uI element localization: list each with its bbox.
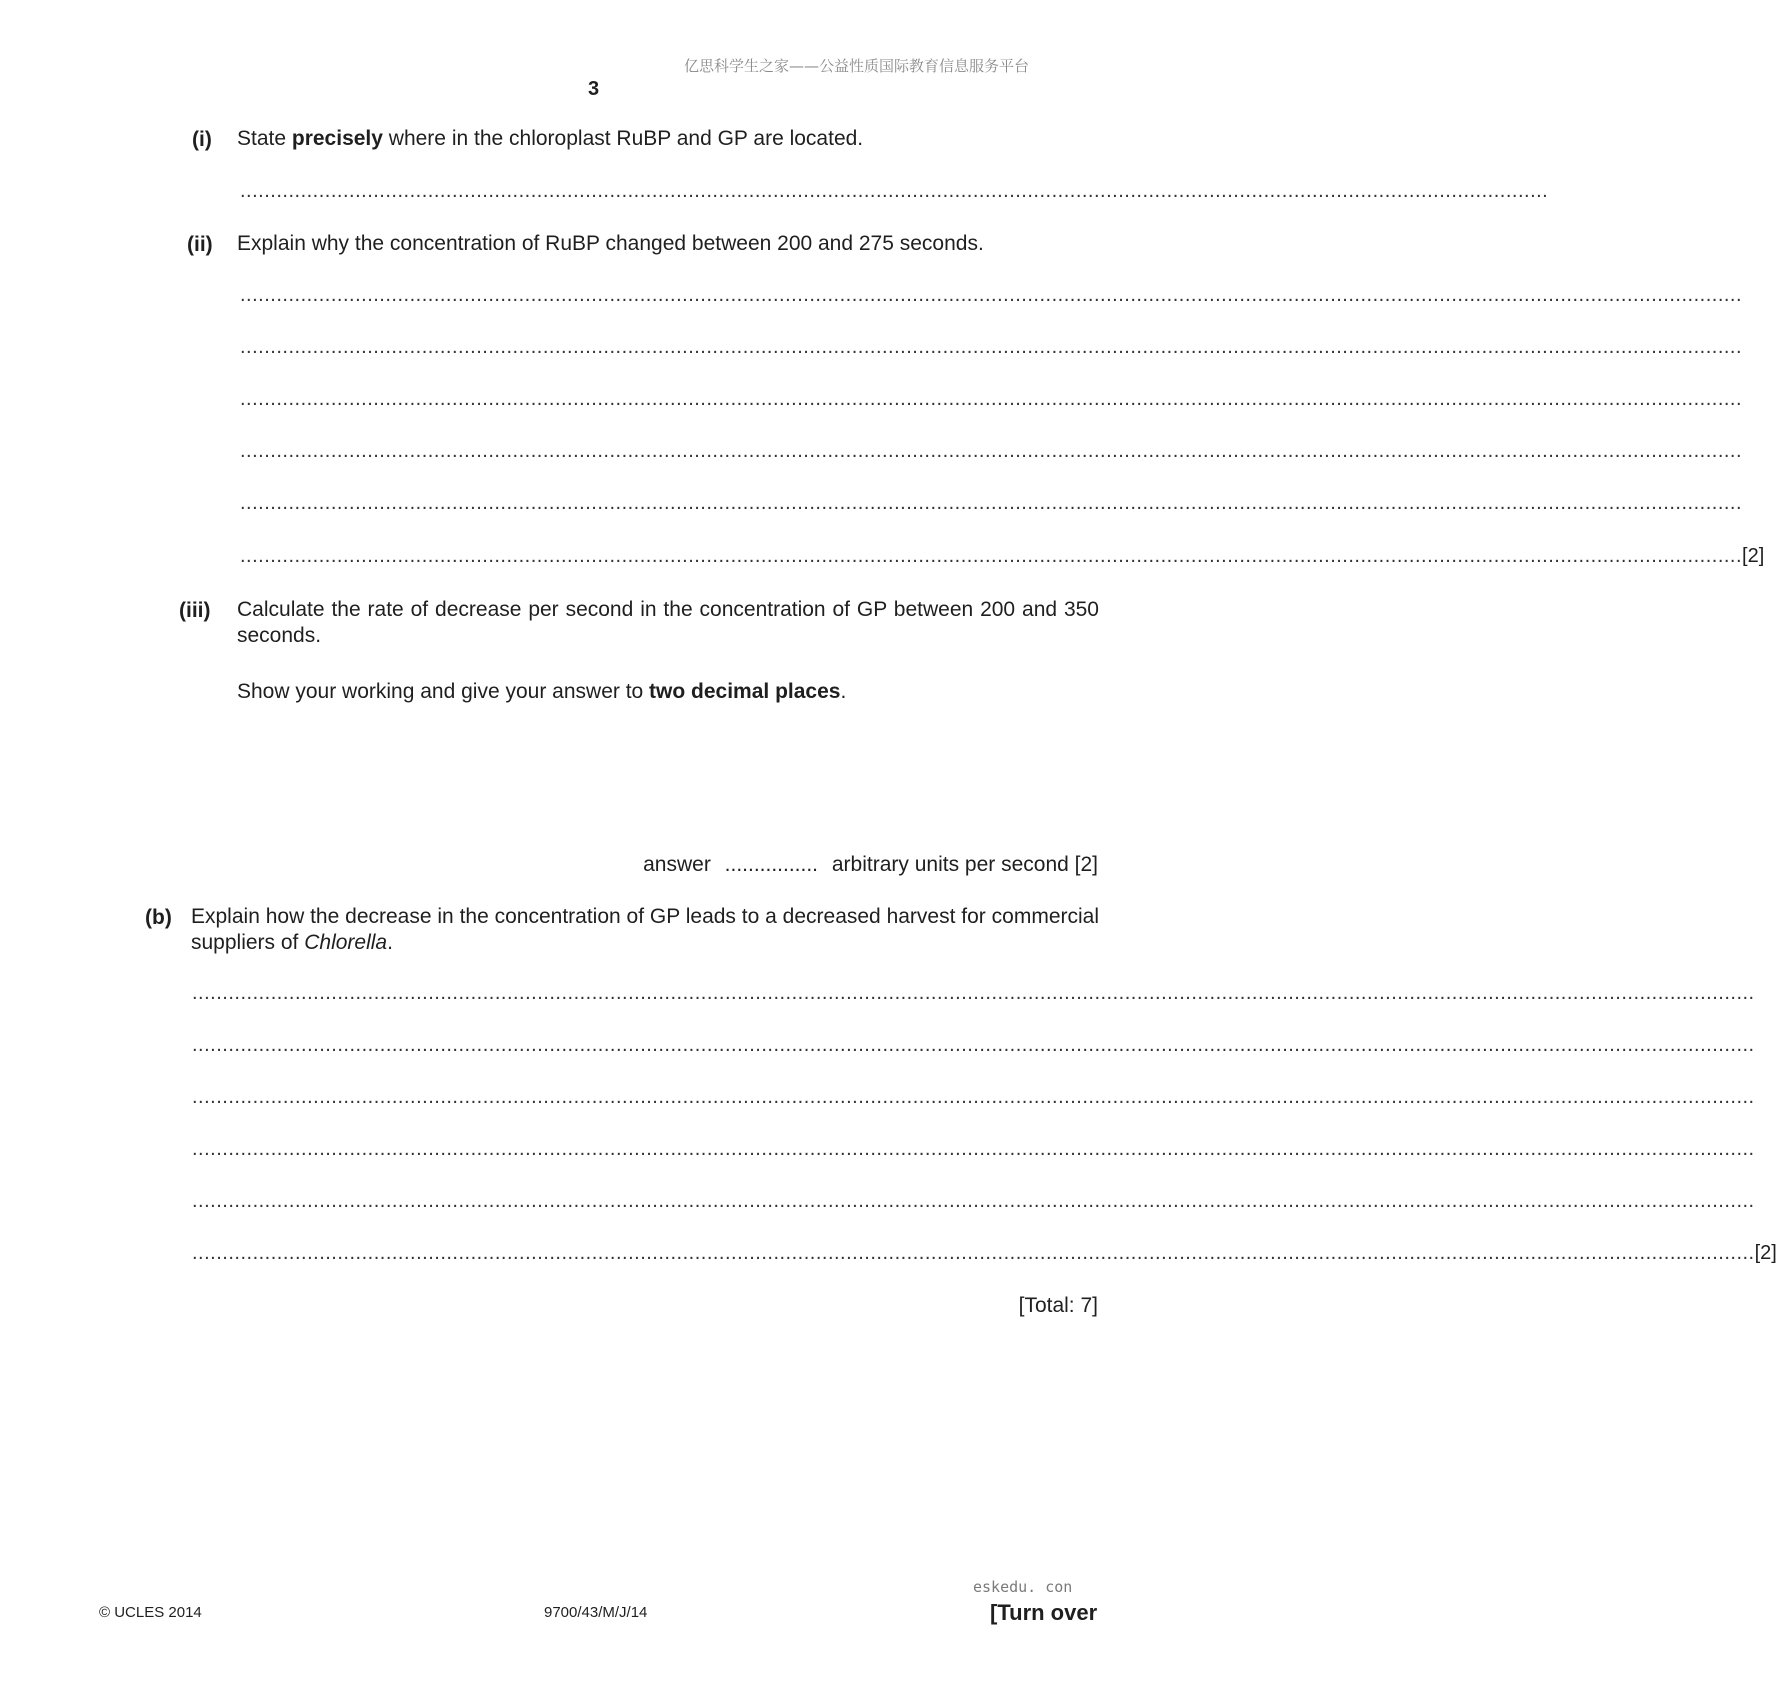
part-i-label: (i) [192, 128, 212, 151]
answer-prefix: answer [643, 853, 711, 876]
footer-paper-code: 9700/43/M/J/14 [544, 1604, 648, 1621]
part-b-marks: [2] [1754, 1242, 1777, 1264]
part-ii-marks: [2] [1742, 545, 1765, 567]
part-iii-label: (iii) [179, 599, 211, 622]
answer-line-b-5[interactable]: .................................................................................................................................................................................................................................................................. [192, 1190, 1755, 1212]
part-ii-question: Explain why the concentration of RuBP changed between 200 and 275 seconds. [237, 232, 984, 255]
answer-line-b-2[interactable]: .................................................................................................................................................................................................................................................................. [192, 1034, 1755, 1056]
answer-line-ii-5[interactable]: ........................................................................................................................................................................................................................................................ [240, 492, 1743, 514]
answer-line-b-6[interactable]: .................................................................................................................................................................................................................................................................. [2] [192, 1242, 1777, 1264]
answer-line-ii-1[interactable]: ........................................................................................................................................................................................................................................................ [240, 284, 1743, 306]
answer-units: arbitrary units per second [2] [831, 853, 1098, 876]
answer-line-ii-4[interactable]: ........................................................................................................................................................................................................................................................ [240, 440, 1743, 462]
part-iii-question: Calculate the rate of decrease per second in the concentration of GP between 200 and 350 seconds. [237, 598, 1099, 647]
part-iii-emphasis: two decimal places [649, 680, 841, 703]
footer-copyright: © UCLES 2014 [99, 1604, 202, 1621]
part-iii-answer-line[interactable] [560, 853, 1098, 877]
answer-blank[interactable]: ................ [724, 853, 819, 876]
total-marks: [Total: 7] [1018, 1294, 1098, 1317]
part-b-italic-term: Chlorella [304, 931, 388, 954]
answer-line-ii-6[interactable]: ........................................................................................................................................................................................................................................................ [2] [240, 545, 1765, 567]
page-number: 3 [588, 78, 600, 100]
part-ii-label: (ii) [187, 233, 213, 256]
answer-line-b-3[interactable]: .................................................................................................................................................................................................................................................................. [192, 1086, 1755, 1108]
part-i-question: State precisely where in the chloroplast RuBP and GP are located. [237, 127, 864, 150]
part-b-question: Explain how the decrease in the concentration of GP leads to a decreased harvest for commercial suppliers of Chlorella. [191, 905, 1099, 954]
answer-line-b-1[interactable]: .................................................................................................................................................................................................................................................................. [192, 982, 1755, 1004]
turn-over-label: [Turn over [990, 1600, 1098, 1625]
answer-line-ii-3[interactable]: ........................................................................................................................................................................................................................................................ [240, 388, 1743, 410]
answer-line-ii-2[interactable]: ........................................................................................................................................................................................................................................................ [240, 336, 1743, 358]
footer-watermark: eskedu. con [973, 1578, 1073, 1596]
header-watermark: 亿思科学生之家——公益性质国际教育信息服务平台 [684, 57, 1030, 75]
part-i-emphasis: precisely [291, 127, 383, 150]
part-b-label: (b) [145, 906, 172, 929]
answer-line-i-1[interactable]: ........................................................................................................................................................................................................................ [240, 180, 1549, 202]
part-iii-instruction: Show your working and give your answer to two decimal places. [237, 680, 847, 703]
answer-line-b-4[interactable]: .................................................................................................................................................................................................................................................................. [192, 1138, 1755, 1160]
